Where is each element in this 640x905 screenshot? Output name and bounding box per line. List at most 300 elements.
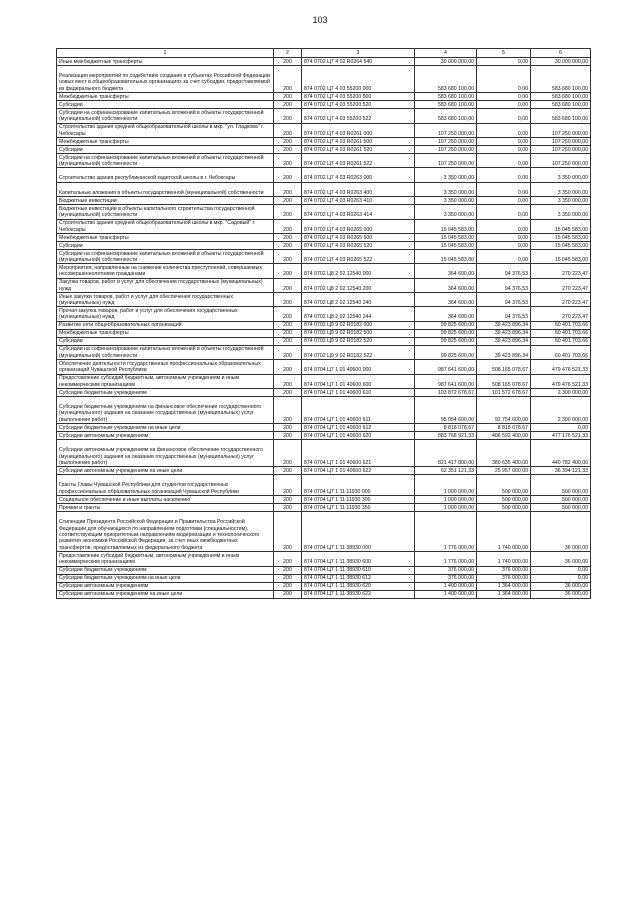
row-value-col6: 15 045 583,00 bbox=[531, 249, 591, 263]
row-value-col6: 2 300 000,00 bbox=[531, 389, 591, 397]
row-kbk-cell: 874 0702 Ц7 4 03 55200 500 bbox=[302, 93, 415, 101]
row-value-col5: 380 635 400,00 bbox=[477, 440, 531, 467]
row-code-cell: 200 bbox=[274, 101, 302, 109]
row-value-col4: 95 054 600,00 bbox=[415, 397, 477, 424]
table-row bbox=[57, 552, 591, 566]
row-name-cell: Субсидии автономным учреждениям на иные цели bbox=[57, 467, 274, 475]
table-row bbox=[57, 440, 591, 467]
row-value-col5: 94 376,53 bbox=[477, 264, 531, 278]
table-row bbox=[57, 293, 591, 307]
table-row bbox=[57, 278, 591, 292]
row-kbk-cell: 874 0704 Ц7 1 01 40600 611 bbox=[302, 397, 415, 424]
row-kbk-cell: 874 0704 Ц7 1 01 40600 000 bbox=[302, 360, 415, 374]
row-kbk-cell: 874 0702 Ц7 4 03 R0261 522 bbox=[302, 153, 415, 167]
row-code-cell: 200 bbox=[274, 66, 302, 93]
table-row bbox=[57, 467, 591, 475]
row-kbk-cell: 874 0702 Ц7 4 03 R0263 410 bbox=[302, 197, 415, 205]
row-value-col5: 500 000,00 bbox=[477, 496, 531, 504]
table-row bbox=[57, 566, 591, 574]
row-name-cell: Реализация мероприятий по содействию создания в субъектах Российской Федерации новых мест в общеобразовательных организациях за счет субсидии, предоставляемой из федерального бюджета bbox=[57, 66, 274, 93]
row-value-col6: 479 476 521,33 bbox=[531, 374, 591, 388]
row-kbk-cell: 874 0704 Ц7 1 11 38930 000 bbox=[302, 512, 415, 552]
row-value-col4: 99 825 600,00 bbox=[415, 329, 477, 337]
row-value-col4: 1 400 000,00 bbox=[415, 590, 477, 598]
row-value-col5: 0,00 bbox=[477, 153, 531, 167]
row-kbk-cell: 874 0704 Ц7 1 01 40600 621 bbox=[302, 440, 415, 467]
row-value-col4: 583 680 100,00 bbox=[415, 101, 477, 109]
row-code-cell: 200 bbox=[274, 241, 302, 249]
row-code-cell: 200 bbox=[274, 321, 302, 329]
row-name-cell: Прочая закупка товаров, работ и услуг для обеспечения государственных (муниципальных) нужд bbox=[57, 307, 274, 321]
row-value-col5: 0,00 bbox=[477, 109, 531, 123]
row-value-col5: 0,00 bbox=[477, 58, 531, 66]
row-name-cell: Субсидии на софинансирование капитальных вложений в объекты государственной (муниципальной) собственности bbox=[57, 249, 274, 263]
row-value-col5: 0,00 bbox=[477, 123, 531, 137]
row-code-cell: 200 bbox=[274, 123, 302, 137]
row-name-cell: Субсидии бюджетным учреждениям на иные цели bbox=[57, 574, 274, 582]
column-header: 2 bbox=[274, 49, 302, 58]
row-name-cell: Субсидии bbox=[57, 145, 274, 153]
row-value-col5: 8 818 078,67 bbox=[477, 424, 531, 432]
row-name-cell: Бюджетные инвестиции bbox=[57, 197, 274, 205]
row-value-col5: 0,00 bbox=[477, 182, 531, 196]
row-value-col6: 36 000,00 bbox=[531, 582, 591, 590]
row-name-cell: Субсидии автономным учреждениям bbox=[57, 582, 274, 590]
row-kbk-cell: 874 0702 Ц7 4 03 55200 522 bbox=[302, 109, 415, 123]
row-value-col5: 39 423 896,34 bbox=[477, 337, 531, 345]
row-code-cell: 200 bbox=[274, 137, 302, 145]
row-value-col5: 39 423 896,34 bbox=[477, 321, 531, 329]
row-name-cell: Субсидии автономным учреждениям на иные цели bbox=[57, 590, 274, 598]
row-value-col4: 99 825 600,00 bbox=[415, 321, 477, 329]
table-row bbox=[57, 137, 591, 145]
row-value-col4: 3 350 000,00 bbox=[415, 197, 477, 205]
row-code-cell: 200 bbox=[274, 345, 302, 359]
row-value-col4: 364 600,00 bbox=[415, 293, 477, 307]
row-value-col4: 583 680 100,00 bbox=[415, 109, 477, 123]
row-value-col4: 583 680 100,00 bbox=[415, 93, 477, 101]
row-kbk-cell: 874 0702 Ц9 9 02 R0182 522 bbox=[302, 345, 415, 359]
row-code-cell: 200 bbox=[274, 389, 302, 397]
row-kbk-cell: 874 0702 Ц7 4 03 R0261 000 bbox=[302, 123, 415, 137]
row-kbk-cell: 874 0704 Ц7 1 01 40600 620 bbox=[302, 432, 415, 440]
row-name-cell: Гранты Главы Чувашской Республики для студентов государственных профессиональных образовательных организаций Чувашской Республики bbox=[57, 475, 274, 496]
row-value-col4: 1 000 000,00 bbox=[415, 475, 477, 496]
row-code-cell: 200 bbox=[274, 566, 302, 574]
table-row bbox=[57, 58, 591, 66]
row-value-col6: 60 401 703,66 bbox=[531, 329, 591, 337]
table-row bbox=[57, 205, 591, 219]
row-value-col6: 30 000 000,00 bbox=[531, 58, 591, 66]
row-kbk-cell: 874 0702 Ц7 4 02 R0264 540 bbox=[302, 58, 415, 66]
budget-table bbox=[56, 48, 591, 599]
row-value-col4: 15 045 583,00 bbox=[415, 219, 477, 233]
row-value-col6: 107 250 000,00 bbox=[531, 153, 591, 167]
row-name-cell: Иные межбюджетные трансферты bbox=[57, 58, 274, 66]
row-value-col5: 376 000,00 bbox=[477, 566, 531, 574]
table-row bbox=[57, 360, 591, 374]
row-name-cell: Развитие сети общеобразовательных организаций bbox=[57, 321, 274, 329]
row-kbk-cell: 874 0704 Ц7 1 11 11930 000 bbox=[302, 475, 415, 496]
table-row bbox=[57, 182, 591, 196]
row-value-col4: 30 000 000,00 bbox=[415, 58, 477, 66]
row-code-cell: 200 bbox=[274, 109, 302, 123]
row-value-col6: 107 250 000,00 bbox=[531, 145, 591, 153]
row-value-col5: 0,00 bbox=[477, 145, 531, 153]
row-kbk-cell: 874 0702 Ц7 4 03 R0263 414 bbox=[302, 205, 415, 219]
row-code-cell: 200 bbox=[274, 475, 302, 496]
table-row bbox=[57, 582, 591, 590]
row-kbk-cell: 874 0702 Ц7 4 03 R0265 520 bbox=[302, 241, 415, 249]
column-header: 3 bbox=[302, 49, 415, 58]
row-code-cell: 200 bbox=[274, 504, 302, 512]
row-name-cell: Субсидии на софинансирование капитальных вложений в объекты государственной (муниципальной) собственности bbox=[57, 153, 274, 167]
row-code-cell: 200 bbox=[274, 249, 302, 263]
row-code-cell: 200 bbox=[274, 582, 302, 590]
row-value-col5: 508 165 078,67 bbox=[477, 360, 531, 374]
row-value-col6: 500 000,00 bbox=[531, 496, 591, 504]
row-kbk-cell: 874 0702 Ц8 2 02 12540 200 bbox=[302, 278, 415, 292]
table-row bbox=[57, 249, 591, 263]
column-header: 5 bbox=[477, 49, 531, 58]
column-header: 6 bbox=[531, 49, 591, 58]
row-name-cell: Субсидии на софинансирование капитальных вложений в объекты государственной (муниципальной) собственности bbox=[57, 345, 274, 359]
row-value-col6: 477 176 521,33 bbox=[531, 432, 591, 440]
row-kbk-cell: 874 0704 Ц7 1 01 40600 610 bbox=[302, 389, 415, 397]
row-name-cell: Социальное обеспечение и иные выплаты населению bbox=[57, 496, 274, 504]
row-name-cell: Стипендии Президента Российской Федерации и Правительства Российской Федерации для обучающихся по направлениям подготовки (специальностям), соответствующим приоритетным направлениям модернизации и технологического развития экономики Российской Федерации, за счет иных межбюджетных трансфертов, предоставляемых из федерального бюджета bbox=[57, 512, 274, 552]
row-value-col4: 883 768 921,33 bbox=[415, 432, 477, 440]
row-value-col6: 500 000,00 bbox=[531, 504, 591, 512]
row-value-col6: 3 350 000,00 bbox=[531, 197, 591, 205]
row-value-col6: 500 000,00 bbox=[531, 475, 591, 496]
row-name-cell: Субсидии автономным учреждениям bbox=[57, 432, 274, 440]
row-value-col5: 39 423 896,34 bbox=[477, 329, 531, 337]
table-row bbox=[57, 101, 591, 109]
row-value-col5: 39 423 896,34 bbox=[477, 345, 531, 359]
row-kbk-cell: 874 0702 Ц9 9 02 R0182 520 bbox=[302, 337, 415, 345]
row-value-col4: 364 600,00 bbox=[415, 307, 477, 321]
row-kbk-cell: 874 0702 Ц8 2 02 12540 000 bbox=[302, 264, 415, 278]
row-code-cell: 200 bbox=[274, 552, 302, 566]
row-name-cell: Субсидии на софинансирование капитальных вложений в объекты государственной (муниципальной) собственности bbox=[57, 109, 274, 123]
row-value-col5: 0,00 bbox=[477, 137, 531, 145]
row-value-col5: 94 376,53 bbox=[477, 293, 531, 307]
table-row bbox=[57, 145, 591, 153]
row-name-cell: Межбюджетные трансферты bbox=[57, 233, 274, 241]
row-code-cell: 200 bbox=[274, 467, 302, 475]
row-value-col6: 36 394 121,33 bbox=[531, 467, 591, 475]
row-name-cell: Субсидии bbox=[57, 337, 274, 345]
row-value-col4: 1 000 000,00 bbox=[415, 504, 477, 512]
row-code-cell: 200 bbox=[274, 329, 302, 337]
row-kbk-cell: 874 0702 Ц8 2 02 12540 244 bbox=[302, 307, 415, 321]
row-value-col5: 94 376,53 bbox=[477, 278, 531, 292]
row-kbk-cell: 874 0704 Ц7 1 11 38930 620 bbox=[302, 582, 415, 590]
table-row bbox=[57, 337, 591, 345]
table-row bbox=[57, 389, 591, 397]
row-value-col6: 2 300 000,00 bbox=[531, 397, 591, 424]
table-row bbox=[57, 66, 591, 93]
row-value-col4: 583 680 100,00 bbox=[415, 66, 477, 93]
page-number: 103 bbox=[312, 15, 328, 25]
row-code-cell: 200 bbox=[274, 440, 302, 467]
row-kbk-cell: 874 0702 Ц7 4 03 R0265 000 bbox=[302, 219, 415, 233]
row-value-col4: 376 000,00 bbox=[415, 574, 477, 582]
row-value-col4: 103 872 678,67 bbox=[415, 389, 477, 397]
table-row bbox=[57, 307, 591, 321]
row-value-col4: 1 400 000,00 bbox=[415, 582, 477, 590]
table-row bbox=[57, 374, 591, 388]
row-value-col6: 0,00 bbox=[531, 574, 591, 582]
row-value-col4: 107 250 000,00 bbox=[415, 153, 477, 167]
table-row bbox=[57, 123, 591, 137]
table-row bbox=[57, 219, 591, 233]
row-code-cell: 200 bbox=[274, 590, 302, 598]
row-name-cell: Иные закупки товаров, работ и услуг для обеспечения государственных (муниципальных) нужд bbox=[57, 293, 274, 307]
row-value-col6: 583 680 100,00 bbox=[531, 109, 591, 123]
row-name-cell: Бюджетные инвестиции в объекты капитального строительства государственной (муниципальной) собственности bbox=[57, 205, 274, 219]
row-value-col4: 987 641 600,00 bbox=[415, 374, 477, 388]
row-kbk-cell: 874 0704 Ц7 1 11 11930 300 bbox=[302, 496, 415, 504]
table-row bbox=[57, 233, 591, 241]
row-value-col5: 376 000,00 bbox=[477, 574, 531, 582]
row-kbk-cell: 874 0704 Ц7 1 11 38930 610 bbox=[302, 566, 415, 574]
row-code-cell: 200 bbox=[274, 397, 302, 424]
row-value-col6: 270 223,47 bbox=[531, 293, 591, 307]
row-kbk-cell: 874 0704 Ц7 1 11 11930 350 bbox=[302, 504, 415, 512]
row-value-col4: 107 250 000,00 bbox=[415, 137, 477, 145]
row-value-col5: 0,00 bbox=[477, 101, 531, 109]
row-value-col5: 500 000,00 bbox=[477, 475, 531, 496]
row-value-col5: 500 000,00 bbox=[477, 504, 531, 512]
row-kbk-cell: 874 0702 Ц7 4 03 R0261 520 bbox=[302, 145, 415, 153]
row-code-cell: 200 bbox=[274, 93, 302, 101]
row-value-col5: 406 592 400,00 bbox=[477, 432, 531, 440]
row-kbk-cell: 874 0702 Ц7 4 03 R0261 500 bbox=[302, 137, 415, 145]
row-value-col5: 94 376,53 bbox=[477, 307, 531, 321]
table-row bbox=[57, 432, 591, 440]
table-body bbox=[57, 58, 591, 599]
row-code-cell: 200 bbox=[274, 264, 302, 278]
row-value-col4: 1 000 000,00 bbox=[415, 496, 477, 504]
row-value-col5: 0,00 bbox=[477, 205, 531, 219]
table-row bbox=[57, 590, 591, 598]
row-code-cell: 200 bbox=[274, 293, 302, 307]
row-name-cell: Межбюджетные трансферты bbox=[57, 329, 274, 337]
table-row bbox=[57, 93, 591, 101]
row-name-cell: Мероприятия, направленные на снижение количества преступлений, совершаемых несовершеннолетними гражданами bbox=[57, 264, 274, 278]
row-value-col4: 1 776 000,00 bbox=[415, 512, 477, 552]
row-kbk-cell: 874 0702 Ц8 2 02 12540 240 bbox=[302, 293, 415, 307]
row-value-col4: 364 600,00 bbox=[415, 278, 477, 292]
row-value-col5: 1 740 000,00 bbox=[477, 552, 531, 566]
row-code-cell: 200 bbox=[274, 424, 302, 432]
row-value-col5: 0,00 bbox=[477, 249, 531, 263]
table-row bbox=[57, 264, 591, 278]
row-value-col4: 99 825 600,00 bbox=[415, 337, 477, 345]
row-value-col5: 0,00 bbox=[477, 219, 531, 233]
row-value-col6: 60 401 703,66 bbox=[531, 321, 591, 329]
row-code-cell: 200 bbox=[274, 182, 302, 196]
row-value-col4: 3 350 000,00 bbox=[415, 205, 477, 219]
row-value-col6: 270 223,47 bbox=[531, 264, 591, 278]
row-value-col4: 99 825 600,00 bbox=[415, 345, 477, 359]
row-value-col6: 107 250 000,00 bbox=[531, 137, 591, 145]
row-kbk-cell: 874 0704 Ц7 1 01 40600 612 bbox=[302, 424, 415, 432]
row-name-cell: Субсидии бюджетным учреждениям bbox=[57, 566, 274, 574]
table-row bbox=[57, 512, 591, 552]
row-name-cell: Закупка товаров, работ и услуг для обеспечения государственных (муниципальных) нужд bbox=[57, 278, 274, 292]
row-name-cell: Строительство здания средней общеобразовательной школы в мкр. "ул. Гладкова" г. Чебоксары bbox=[57, 123, 274, 137]
row-code-cell: 200 bbox=[274, 360, 302, 374]
row-name-cell: Межбюджетные трансферты bbox=[57, 137, 274, 145]
row-value-col6: 270 223,47 bbox=[531, 307, 591, 321]
row-value-col5: 0,00 bbox=[477, 241, 531, 249]
row-value-col5: 0,00 bbox=[477, 233, 531, 241]
row-name-cell: Предоставление субсидий бюджетным, автономным учреждениям и иным некоммерческим организациям bbox=[57, 374, 274, 388]
row-code-cell: 200 bbox=[274, 219, 302, 233]
row-value-col4: 364 600,00 bbox=[415, 264, 477, 278]
row-value-col6: 3 350 000,00 bbox=[531, 205, 591, 219]
row-value-col6: 270 223,47 bbox=[531, 278, 591, 292]
row-name-cell: Субсидии бюджетным учреждениям на иные цели bbox=[57, 424, 274, 432]
row-value-col6: 479 476 521,33 bbox=[531, 360, 591, 374]
row-value-col6: 583 680 100,00 bbox=[531, 66, 591, 93]
row-kbk-cell: 874 0702 Ц9 9 02 R0182 000 bbox=[302, 321, 415, 329]
row-code-cell: 200 bbox=[274, 337, 302, 345]
row-name-cell: Субсидии бюджетным учреждениям bbox=[57, 389, 274, 397]
row-value-col4: 62 351 121,33 bbox=[415, 467, 477, 475]
row-value-col6: 60 401 703,66 bbox=[531, 337, 591, 345]
row-code-cell: 200 bbox=[274, 432, 302, 440]
row-kbk-cell: 874 0704 Ц7 1 01 40600 622 bbox=[302, 467, 415, 475]
row-value-col4: 987 641 600,00 bbox=[415, 360, 477, 374]
row-kbk-cell: 874 0704 Ц7 1 01 40600 600 bbox=[302, 374, 415, 388]
row-value-col6: 583 680 100,00 bbox=[531, 93, 591, 101]
row-value-col6: 3 350 000,00 bbox=[531, 168, 591, 182]
row-value-col6: 0,00 bbox=[531, 566, 591, 574]
row-name-cell: Обеспечение деятельности государственных профессиональных образовательных организаций Чувашской Республики bbox=[57, 360, 274, 374]
row-value-col5: 0,00 bbox=[477, 93, 531, 101]
row-name-cell: Субсидии bbox=[57, 101, 274, 109]
row-value-col6: 107 250 000,00 bbox=[531, 123, 591, 137]
table-row bbox=[57, 168, 591, 182]
row-value-col4: 107 250 000,00 bbox=[415, 123, 477, 137]
row-name-cell: Межбюджетные трансферты bbox=[57, 93, 274, 101]
row-code-cell: 200 bbox=[274, 512, 302, 552]
table-row bbox=[57, 153, 591, 167]
row-value-col5: 0,00 bbox=[477, 66, 531, 93]
row-kbk-cell: 874 0702 Ц7 4 03 55200 520 bbox=[302, 101, 415, 109]
row-name-cell: Премии и гранты bbox=[57, 504, 274, 512]
row-kbk-cell: 874 0702 Ц7 4 03 55200 000 bbox=[302, 66, 415, 93]
row-code-cell: 200 bbox=[274, 233, 302, 241]
row-value-col5: 25 957 000,00 bbox=[477, 467, 531, 475]
row-value-col5: 92 754 600,00 bbox=[477, 397, 531, 424]
table-header-row bbox=[57, 49, 591, 58]
row-name-cell: Субсидии bbox=[57, 241, 274, 249]
table-row bbox=[57, 345, 591, 359]
row-value-col4: 15 045 583,00 bbox=[415, 233, 477, 241]
row-code-cell: 200 bbox=[274, 197, 302, 205]
table-row bbox=[57, 424, 591, 432]
row-code-cell: 200 bbox=[274, 153, 302, 167]
row-code-cell: 200 bbox=[274, 58, 302, 66]
row-value-col6: 36 000,00 bbox=[531, 590, 591, 598]
row-value-col5: 1 740 000,00 bbox=[477, 512, 531, 552]
row-code-cell: 200 bbox=[274, 278, 302, 292]
row-kbk-cell: 874 0702 Ц7 4 03 R0265 500 bbox=[302, 233, 415, 241]
row-value-col5: 508 165 078,67 bbox=[477, 374, 531, 388]
row-value-col6: 3 350 000,00 bbox=[531, 182, 591, 196]
table-row bbox=[57, 504, 591, 512]
row-value-col6: 15 045 583,00 bbox=[531, 233, 591, 241]
row-value-col5: 101 572 678,67 bbox=[477, 389, 531, 397]
row-name-cell: Строительство здания средней общеобразовательной школы в мкр. "Садовый" г. Чебоксары bbox=[57, 219, 274, 233]
row-value-col6: 0,00 bbox=[531, 424, 591, 432]
row-code-cell: 200 bbox=[274, 205, 302, 219]
row-value-col6: 15 045 583,00 bbox=[531, 219, 591, 233]
row-value-col6: 36 000,00 bbox=[531, 512, 591, 552]
row-kbk-cell: 874 0702 Ц9 9 02 R0182 500 bbox=[302, 329, 415, 337]
column-header: 4 bbox=[415, 49, 477, 58]
row-name-cell: Предоставление субсидий бюджетным, автономным учреждениям и иным некоммерческим организациям bbox=[57, 552, 274, 566]
row-kbk-cell: 874 0704 Ц7 1 11 38930 612 bbox=[302, 574, 415, 582]
row-value-col6: 60 401 703,66 bbox=[531, 345, 591, 359]
row-value-col4: 3 350 000,00 bbox=[415, 168, 477, 182]
row-code-cell: 200 bbox=[274, 574, 302, 582]
row-kbk-cell: 874 0704 Ц7 1 11 38930 600 bbox=[302, 552, 415, 566]
table-row bbox=[57, 475, 591, 496]
row-value-col4: 15 045 583,00 bbox=[415, 249, 477, 263]
row-name-cell: Субсидии автономным учреждениям на финансовое обеспечение государственного (муниципального) задания на оказание государственных (муниципальных) услуг (выполнение работ) bbox=[57, 440, 274, 467]
row-value-col5: 0,00 bbox=[477, 197, 531, 205]
row-value-col4: 1 776 000,00 bbox=[415, 552, 477, 566]
row-name-cell: Капитальные вложения в объекты государственной (муниципальной) собственности bbox=[57, 182, 274, 196]
row-value-col6: 15 045 583,00 bbox=[531, 241, 591, 249]
row-value-col4: 376 000,00 bbox=[415, 566, 477, 574]
row-value-col5: 1 364 000,00 bbox=[477, 582, 531, 590]
row-name-cell: Субсидии бюджетным учреждениям на финансовое обеспечение государственного (муниципального) задания на оказание государственных (муниципальных) услуг (выполнение работ) bbox=[57, 397, 274, 424]
table-row bbox=[57, 574, 591, 582]
row-code-cell: 200 bbox=[274, 374, 302, 388]
row-code-cell: 200 bbox=[274, 496, 302, 504]
table-row bbox=[57, 241, 591, 249]
row-value-col4: 3 350 000,00 bbox=[415, 182, 477, 196]
row-value-col4: 8 818 078,67 bbox=[415, 424, 477, 432]
row-value-col4: 107 250 000,00 bbox=[415, 145, 477, 153]
row-value-col6: 583 680 100,00 bbox=[531, 101, 591, 109]
row-kbk-cell: 874 0702 Ц7 4 03 R0263 000 bbox=[302, 168, 415, 182]
row-kbk-cell: 874 0702 Ц7 4 03 R0263 400 bbox=[302, 182, 415, 196]
row-kbk-cell: 874 0704 Ц7 1 11 38930 622 bbox=[302, 590, 415, 598]
row-value-col6: 440 782 400,00 bbox=[531, 440, 591, 467]
table-row bbox=[57, 397, 591, 424]
row-name-cell: Строительство здания республиканской кадетской школы в г. Чебоксары bbox=[57, 168, 274, 182]
row-value-col5: 0,00 bbox=[477, 168, 531, 182]
table-row bbox=[57, 109, 591, 123]
table-row bbox=[57, 197, 591, 205]
table-row bbox=[57, 496, 591, 504]
column-header: 1 bbox=[57, 49, 274, 58]
row-code-cell: 200 bbox=[274, 307, 302, 321]
table-row bbox=[57, 329, 591, 337]
row-value-col6: 36 000,00 bbox=[531, 552, 591, 566]
row-value-col4: 821 417 800,00 bbox=[415, 440, 477, 467]
table-row bbox=[57, 321, 591, 329]
row-value-col5: 1 364 000,00 bbox=[477, 590, 531, 598]
